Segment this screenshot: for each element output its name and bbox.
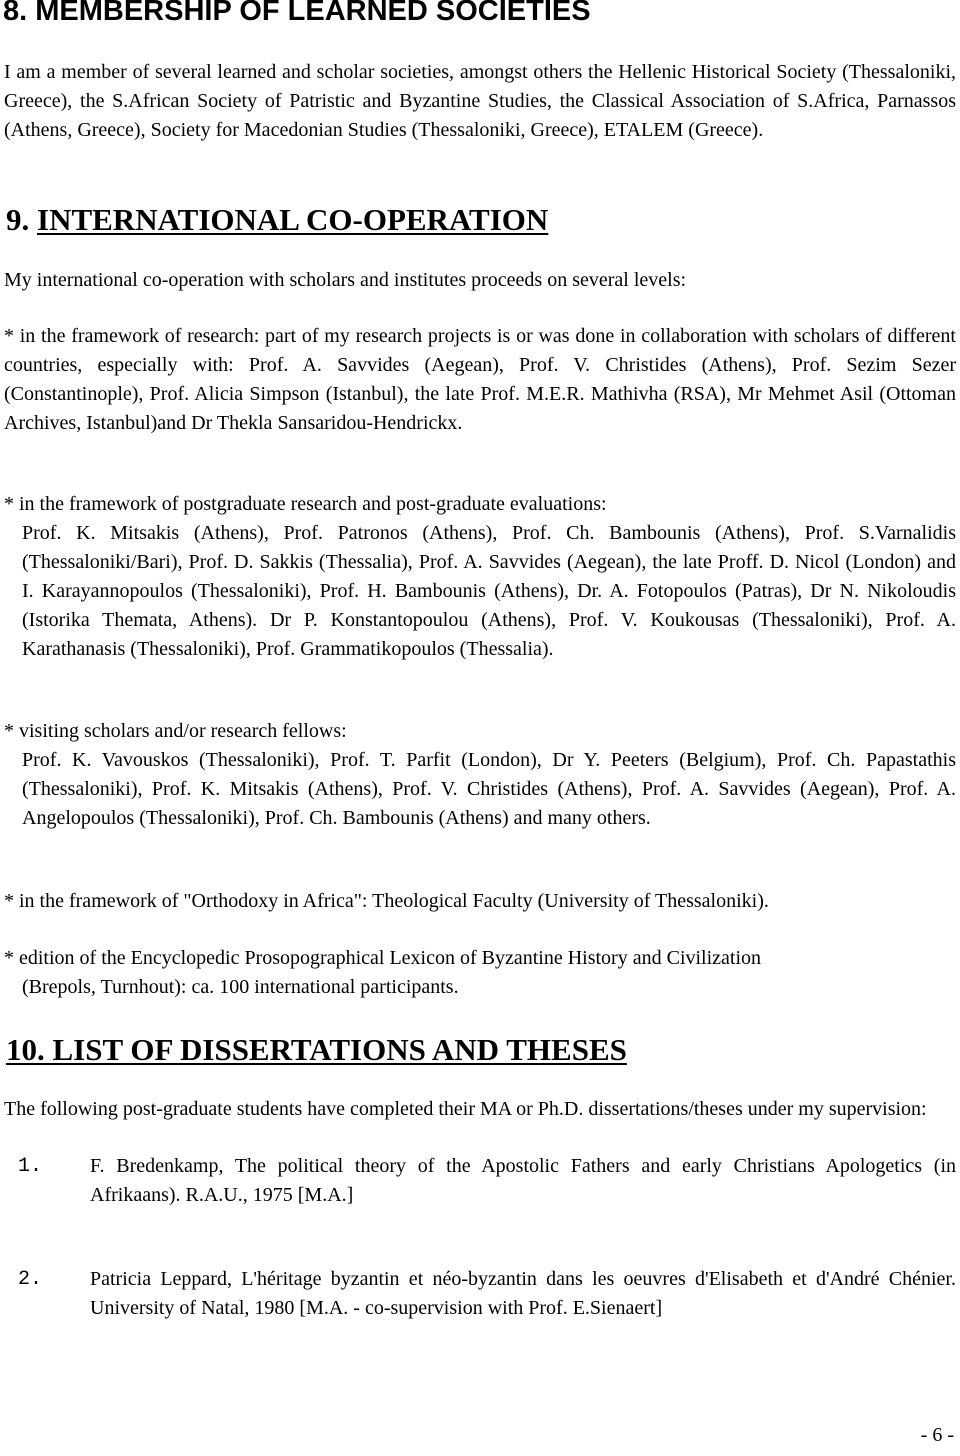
section-10-title: 10. LIST OF DISSERTATIONS AND THESES: [6, 1032, 627, 1067]
page-number: - 6 -: [920, 1424, 954, 1446]
edition-item-lead: * edition of the Encyclopedic Prosopographical Lexicon of Byzantine History and Civilization: [4, 947, 762, 969]
section-9-title: INTERNATIONAL CO-OPERATION: [37, 202, 549, 237]
section-8-heading: 8. MEMBERSHIP OF LEARNED SOCIETIES: [3, 0, 591, 27]
research-item-rest: with scholars of different countries, especially with: Prof. A. Savvides (Aegean), Prof. V. Christides (Athens), Prof. Sezim Sezer (Constantinople), Prof. Alicia Simpson (Istanbul), the late Prof. M.E.R. Mathivha (RSA), Mr Mehmet Asil (Ottoman Archives, Istanbul)and Dr Thekla Sansaridou-Hendrickx.: [4, 325, 956, 434]
visiting-item-lead: * visiting scholars and/or research fellows:: [4, 720, 347, 742]
section-9-edition-item: [4, 944, 956, 1002]
research-item-lead: * in the framework of research: part of my research projects is or was done in collaboration: [4, 325, 747, 347]
dissertation-list-item: [4, 1265, 956, 1323]
postgraduate-item-rest: Prof. K. Mitsakis (Athens), Prof. Patronos (Athens), Prof. Ch. Bambounis (Athens), Prof. S.Varnalidis (Thessaloniki/Bari), Prof. D. Sakkis (Thessalia), Prof. A. Savvides (Aegean), the late Proff. D. Nicol (London) and I. Karayannopoulos (Thessaloniki), Prof. H. Bambounis (Athens), Dr. A. Fotopoulos (Patras), Dr N. Nikoloudis (Istorika Themata, Athens). Dr P. Konstantopoulou (Athens), Prof. V. Koukousas (Thessaloniki), Prof. A. Karathanasis (Thessaloniki), Prof. Grammatikopoulos (Thessalia).: [22, 522, 956, 660]
list-item-number: 2.: [18, 1268, 43, 1291]
section-9-number: 9.: [6, 202, 30, 237]
section-9-postgraduate-item: [4, 490, 956, 664]
visiting-item-rest: Prof. K. Vavouskos (Thessaloniki), Prof. T. Parfit (London), Dr Y. Peeters (Belgium), Prof. Ch. Papastathis (Thessaloniki), Prof. K. Mitsakis (Athens), Prof. V. Christides (Athens), Prof. A. Savvides (Aegean), Prof. A. Angelopoulos (Thessaloniki), Prof. Ch. Bambounis (Athens) and many others.: [22, 749, 956, 829]
section-9-orthodoxy-item: * in the framework of "Orthodoxy in Africa": Theological Faculty (University of Thessaloniki).: [4, 890, 769, 912]
section-10-intro: The following post-graduate students have completed their MA or Ph.D. dissertations/theses under my supervision:: [4, 1098, 927, 1120]
edition-item-rest: (Brepols, Turnhout): ca. 100 international participants.: [22, 976, 459, 998]
postgraduate-item-lead: * in the framework of postgraduate research and post-graduate evaluations:: [4, 493, 607, 515]
section-9-intro: My international co-operation with scholars and institutes proceeds on several levels:: [4, 269, 687, 291]
dissertation-list-item: [4, 1152, 956, 1210]
section-9-heading: [6, 203, 548, 237]
list-item-number: 1.: [18, 1155, 43, 1178]
list-item-text: Patricia Leppard, L'héritage byzantin et néo-byzantin dans les oeuvres d'Elisabeth et d'André Chénier. University of Natal, 1980 [M.A. - co-supervision with Prof. E.Sienaert]: [90, 1268, 956, 1319]
section-8-body: I am a member of several learned and scholar societies, amongst others the Hellenic Historical Society (Thessaloniki, Greece), the S.African Society of Patristic and Byzantine Studies, the Classical Association of S.Africa, Parnassos (Athens, Greece), Society for Macedonian Studies (Thessaloniki, Greece), ETALEM (Greece).: [4, 61, 956, 141]
section-9-research-item: [4, 322, 956, 438]
section-10-heading: [6, 1033, 627, 1067]
list-item-text: F. Bredenkamp, The political theory of the Apostolic Fathers and early Christians Apologetics (in Afrikaans). R.A.U., 1975 [M.A.]: [90, 1155, 956, 1206]
section-9-visiting-item: [4, 717, 956, 833]
